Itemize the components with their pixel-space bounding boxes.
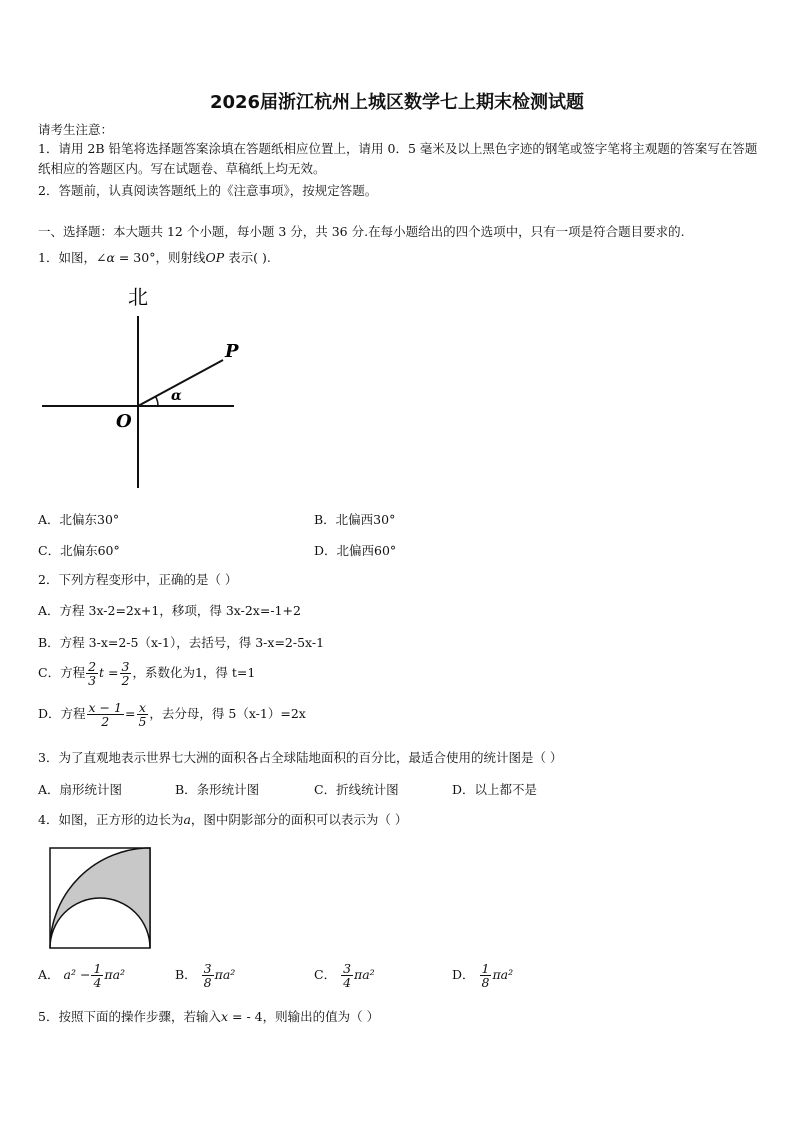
q2-option-b[interactable]: B．方程 3-x=2-5（x-1），去括号，得 3-x=2-5x-1 bbox=[38, 635, 325, 650]
q2-option-a[interactable]: A．方程 3x-2=2x+1，移项，得 3x-2x=-1+2 bbox=[38, 603, 301, 618]
question-4-stem bbox=[38, 810, 407, 830]
q2-d-prefix: D．方程 bbox=[38, 706, 86, 721]
angle-arc bbox=[156, 397, 158, 407]
q2-d-den-2: 5 bbox=[138, 714, 147, 729]
q4-b-num: 3 bbox=[203, 961, 212, 976]
q2-c-suffix: ，系数化为1，得 t=1 bbox=[132, 665, 256, 680]
q4-stem-suffix: ，图中阴影部分的面积可以表示为（ ） bbox=[190, 812, 408, 827]
q3-option-c[interactable]: C．折线统计图 bbox=[314, 782, 399, 797]
question-2-stem: 2．下列方程变形中，正确的是（ ） bbox=[38, 572, 238, 587]
q2-c-var: t = bbox=[99, 665, 119, 680]
q2-c-num-2: 3 bbox=[121, 659, 130, 674]
q1-alpha: α bbox=[106, 250, 115, 265]
q4-a-var: a bbox=[183, 812, 191, 827]
q4-a-expr-2: πa² bbox=[104, 967, 126, 982]
q4-b-expr: πa² bbox=[214, 967, 236, 982]
section-heading: 一、选择题：本大题共 12 个小题，每小题 3 分，共 36 分.在每小题给出的四个选项中，只有一项是符合题目要求的. bbox=[38, 224, 685, 239]
q2-c-den-2: 2 bbox=[121, 673, 130, 688]
q2-d-eq: = bbox=[124, 706, 136, 721]
q4-b-frac bbox=[202, 962, 214, 989]
q4-c-num: 3 bbox=[343, 961, 352, 976]
q4-option-c[interactable] bbox=[314, 962, 375, 989]
q4-d-label: D． bbox=[452, 967, 475, 982]
page-title: 2026届浙江杭州上城区数学七上期末检测试题 bbox=[209, 92, 585, 113]
q1-stem-suffix: 表示( ). bbox=[224, 250, 271, 265]
q3-option-b[interactable]: B．条形统计图 bbox=[175, 782, 260, 797]
q5-stem-suffix: = - 4，则输出的值为（ ） bbox=[228, 1009, 380, 1024]
q4-d-frac bbox=[480, 962, 492, 989]
q4-c-label: C． bbox=[314, 967, 337, 982]
q4-a-den: 4 bbox=[93, 975, 102, 990]
q2-d-num-2: x bbox=[138, 700, 146, 715]
q2-c-den-1: 3 bbox=[88, 673, 97, 688]
q4-option-a[interactable] bbox=[38, 962, 125, 989]
q2-d-num-1: x − 1 bbox=[88, 700, 122, 715]
notice-item-2: 2．答题前，认真阅读答题纸上的《注意事项》，按规定答题。 bbox=[38, 183, 378, 198]
north-label: 北 bbox=[128, 285, 148, 309]
q3-option-a[interactable]: A．扇形统计图 bbox=[38, 782, 123, 797]
q1-option-c[interactable]: C．北偏东60° bbox=[38, 543, 120, 558]
q2-d-frac-2 bbox=[136, 701, 148, 728]
q4-d-expr: πa² bbox=[492, 967, 514, 982]
q2-c-num-1: 2 bbox=[88, 659, 97, 674]
point-o-label: O bbox=[116, 411, 132, 432]
q4-d-num: 1 bbox=[481, 961, 490, 976]
q4-figure bbox=[49, 847, 153, 951]
q2-c-frac-2 bbox=[120, 660, 132, 687]
q4-a-num: 1 bbox=[93, 961, 102, 976]
q1-stem-mid: = 30°，则射线 bbox=[114, 250, 206, 265]
q1-option-a[interactable]: A．北偏东30° bbox=[38, 512, 120, 527]
question-5-stem bbox=[38, 1007, 379, 1027]
q4-option-b[interactable] bbox=[175, 962, 235, 989]
q2-c-prefix: C．方程 bbox=[38, 665, 86, 680]
q4-b-label: B． bbox=[175, 967, 197, 982]
q1-option-d[interactable]: D．北偏西60° bbox=[314, 543, 397, 558]
q4-a-label: A． bbox=[38, 967, 60, 982]
q1-figure bbox=[38, 280, 258, 495]
q4-a-expr-1: a² − bbox=[63, 967, 91, 982]
q3-option-d[interactable]: D．以上都不是 bbox=[452, 782, 538, 797]
q2-c-frac-1 bbox=[86, 660, 98, 687]
question-1-stem bbox=[38, 248, 271, 268]
q5-stem-prefix: 5．按照下面的操作步骤，若输入 bbox=[38, 1009, 221, 1024]
q2-d-frac-1 bbox=[87, 701, 124, 728]
q2-d-suffix: ，去分母，得 5（x-1）=2x bbox=[149, 706, 306, 721]
q2-option-c[interactable] bbox=[38, 660, 255, 687]
q4-stem-prefix: 4．如图，正方形的边长为 bbox=[38, 812, 184, 827]
q4-b-den: 8 bbox=[203, 975, 212, 990]
q4-c-expr: πa² bbox=[354, 967, 375, 982]
point-p-label: P bbox=[225, 341, 239, 362]
q4-c-frac bbox=[341, 962, 353, 989]
question-3-stem: 3．为了直观地表示世界七大洲的面积各占全球陆地面积的百分比，最适合使用的统计图是（ ） bbox=[38, 750, 563, 765]
q4-option-d[interactable] bbox=[452, 962, 513, 989]
q4-d-den: 8 bbox=[481, 975, 490, 990]
q2-option-d[interactable] bbox=[38, 701, 306, 728]
q4-a-frac bbox=[91, 962, 103, 989]
q1-stem-prefix: 1．如图，∠ bbox=[38, 250, 107, 265]
notice-heading: 请考生注意： bbox=[38, 122, 114, 137]
notice-item-1: 1．请用 2B 铅笔将选择题答案涂填在答题纸相应位置上，请用 0．5 毫米及以上黑色字迹的钢笔或签字笔将主观题的答案写在答题纸相应的答题区内。写在试题卷、草稿纸上均无效。 bbox=[38, 141, 758, 176]
q1-option-b[interactable]: B．北偏西30° bbox=[314, 512, 396, 527]
q5-x-var: x bbox=[220, 1009, 229, 1024]
alpha-label: α bbox=[171, 388, 182, 404]
q1-op: OP bbox=[205, 250, 225, 265]
q4-c-den: 4 bbox=[343, 975, 352, 990]
q2-d-den-1: 2 bbox=[101, 714, 110, 729]
